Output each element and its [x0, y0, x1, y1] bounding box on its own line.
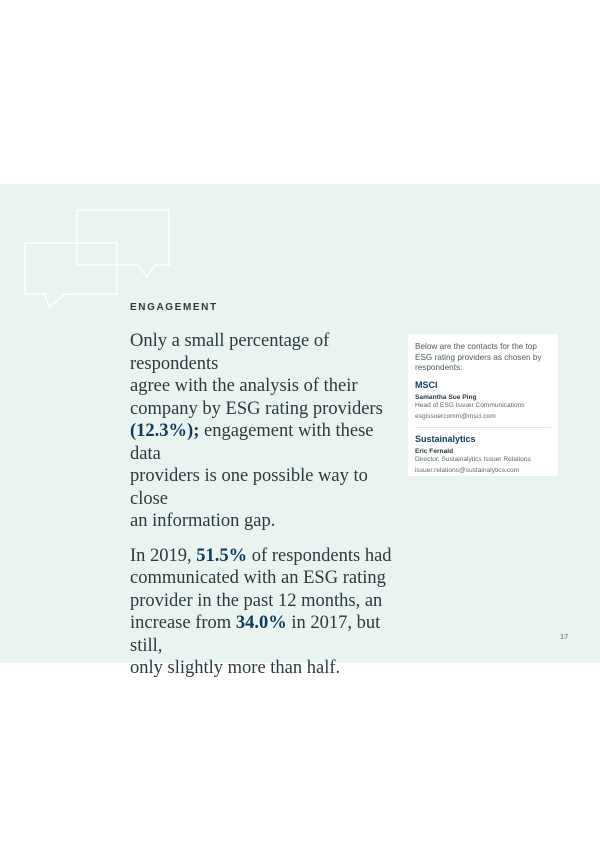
- contact-person: Eric Fernald: [415, 447, 454, 455]
- paragraph-text: in 2017, but still,: [130, 613, 381, 656]
- contact-email-link[interactable]: esgissuercomm@msci.com: [415, 412, 496, 420]
- paragraph-line: Only a small percentage of respondents: [130, 331, 330, 374]
- provider-name-sustainalytics: Sustainalytics: [415, 433, 476, 444]
- content-panel: [0, 184, 600, 678]
- contact-email-link[interactable]: issuer.relations@sustainalytics.com: [415, 466, 520, 474]
- page-number: 17: [560, 632, 569, 641]
- highlight-percentage: (12.3%);: [130, 421, 200, 441]
- contact-role: Head of ESG Issuer Communications: [415, 401, 525, 409]
- paragraph-line: company by ESG rating providers: [130, 398, 383, 419]
- paragraph-line: agree with the analysis of their: [130, 376, 358, 396]
- paragraph-line: engagement with these data: [130, 421, 374, 464]
- paragraph-line: provider in the past 12 months, an: [130, 590, 383, 611]
- paragraph-intro: [130, 330, 400, 533]
- paragraph-statistics: [130, 545, 400, 680]
- paragraph-line: providers is one possible way to close: [130, 466, 368, 509]
- highlight-percentage: 51.5%: [196, 545, 248, 566]
- section-label: ENGAGEMENT: [130, 302, 218, 313]
- paragraph-line: communicated with an ESG rating: [130, 568, 386, 588]
- paragraph-line: only slightly more than half.: [130, 658, 341, 678]
- highlight-percentage: 34.0%: [235, 613, 287, 633]
- speech-bubbles-icon: [20, 206, 180, 311]
- contacts-box: [408, 334, 558, 476]
- paragraph-line: an information gap.: [130, 511, 276, 531]
- contact-role: Director, Sustainalytics Issuer Relations: [415, 455, 531, 463]
- provider-name-msci: MSCI: [415, 379, 438, 390]
- contact-person: Samantha Sue Ping: [415, 393, 477, 401]
- divider: [415, 427, 551, 428]
- paragraph-text: increase from: [130, 613, 236, 633]
- contacts-intro: Below are the contacts for the top ESG rating providers as chosen by respondents:: [415, 342, 542, 372]
- main-body-text: [130, 330, 400, 692]
- paragraph-text: In 2019,: [130, 545, 197, 566]
- paragraph-text: of respondents had: [247, 545, 392, 566]
